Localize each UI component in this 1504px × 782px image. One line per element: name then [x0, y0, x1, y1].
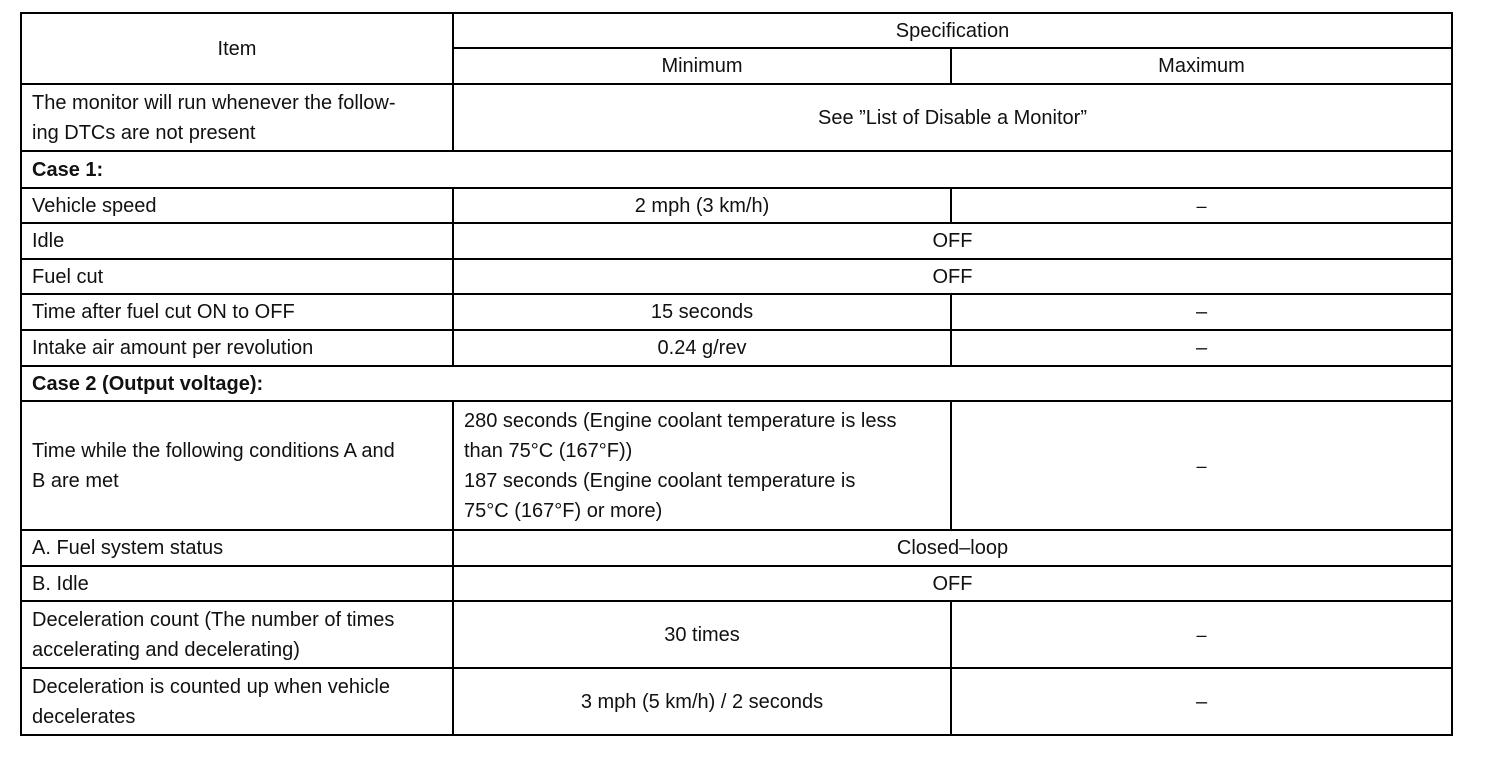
section-row — [21, 366, 1452, 401]
section-row — [21, 151, 1452, 188]
table-row — [21, 223, 1452, 259]
header-minimum: Minimum — [453, 48, 951, 84]
section-title: Case 2 (Output voltage): — [21, 366, 1452, 401]
item-cell: Vehicle speed — [21, 188, 453, 223]
spec-value-cell: OFF — [453, 223, 1452, 259]
minimum-cell: 280 seconds (Engine coolant temperature is less than 75°C (167°F)) 187 seconds (Engine coolant temperature is 75°C (167°F) or more) — [453, 401, 951, 530]
item-cell: Time after fuel cut ON to OFF — [21, 294, 453, 330]
table-row — [21, 530, 1452, 566]
maximum-cell: – — [951, 294, 1452, 330]
item-cell: Deceleration is counted up when vehicle decelerates — [21, 668, 453, 735]
item-cell: Fuel cut — [21, 259, 453, 294]
specification-table — [20, 12, 1453, 736]
minimum-cell: 3 mph (5 km/h) / 2 seconds — [453, 668, 951, 735]
table-row — [21, 188, 1452, 223]
header-specification: Specification — [453, 13, 1452, 48]
maximum-cell: – — [951, 601, 1452, 668]
item-cell: Intake air amount per revolution — [21, 330, 453, 366]
table-row — [21, 330, 1452, 366]
spec-value-cell: See ”List of Disable a Monitor” — [453, 84, 1452, 151]
maximum-cell: – — [951, 188, 1452, 223]
item-cell: A. Fuel system status — [21, 530, 453, 566]
item-cell: Idle — [21, 223, 453, 259]
table-row — [21, 259, 1452, 294]
spec-value-cell: Closed–loop — [453, 530, 1452, 566]
table-row — [21, 668, 1452, 735]
header-row-spec — [21, 13, 1452, 48]
minimum-cell: 2 mph (3 km/h) — [453, 188, 951, 223]
spec-value-cell: OFF — [453, 566, 1452, 601]
header-item: Item — [21, 13, 453, 84]
minimum-cell: 15 seconds — [453, 294, 951, 330]
item-cell: B. Idle — [21, 566, 453, 601]
maximum-cell: – — [951, 668, 1452, 735]
table-row — [21, 84, 1452, 151]
table-row — [21, 294, 1452, 330]
spec-value-cell: OFF — [453, 259, 1452, 294]
section-title: Case 1: — [21, 151, 1452, 188]
item-cell: Deceleration count (The number of times accelerating and decelerating) — [21, 601, 453, 668]
table-row — [21, 601, 1452, 668]
maximum-cell: – — [951, 401, 1452, 530]
minimum-cell: 30 times — [453, 601, 951, 668]
item-cell: The monitor will run whenever the follow- ing DTCs are not present — [21, 84, 453, 151]
item-cell: Time while the following conditions A and B are met — [21, 401, 453, 530]
table-row — [21, 401, 1452, 530]
table-row — [21, 566, 1452, 601]
header-maximum: Maximum — [951, 48, 1452, 84]
maximum-cell: – — [951, 330, 1452, 366]
minimum-cell: 0.24 g/rev — [453, 330, 951, 366]
